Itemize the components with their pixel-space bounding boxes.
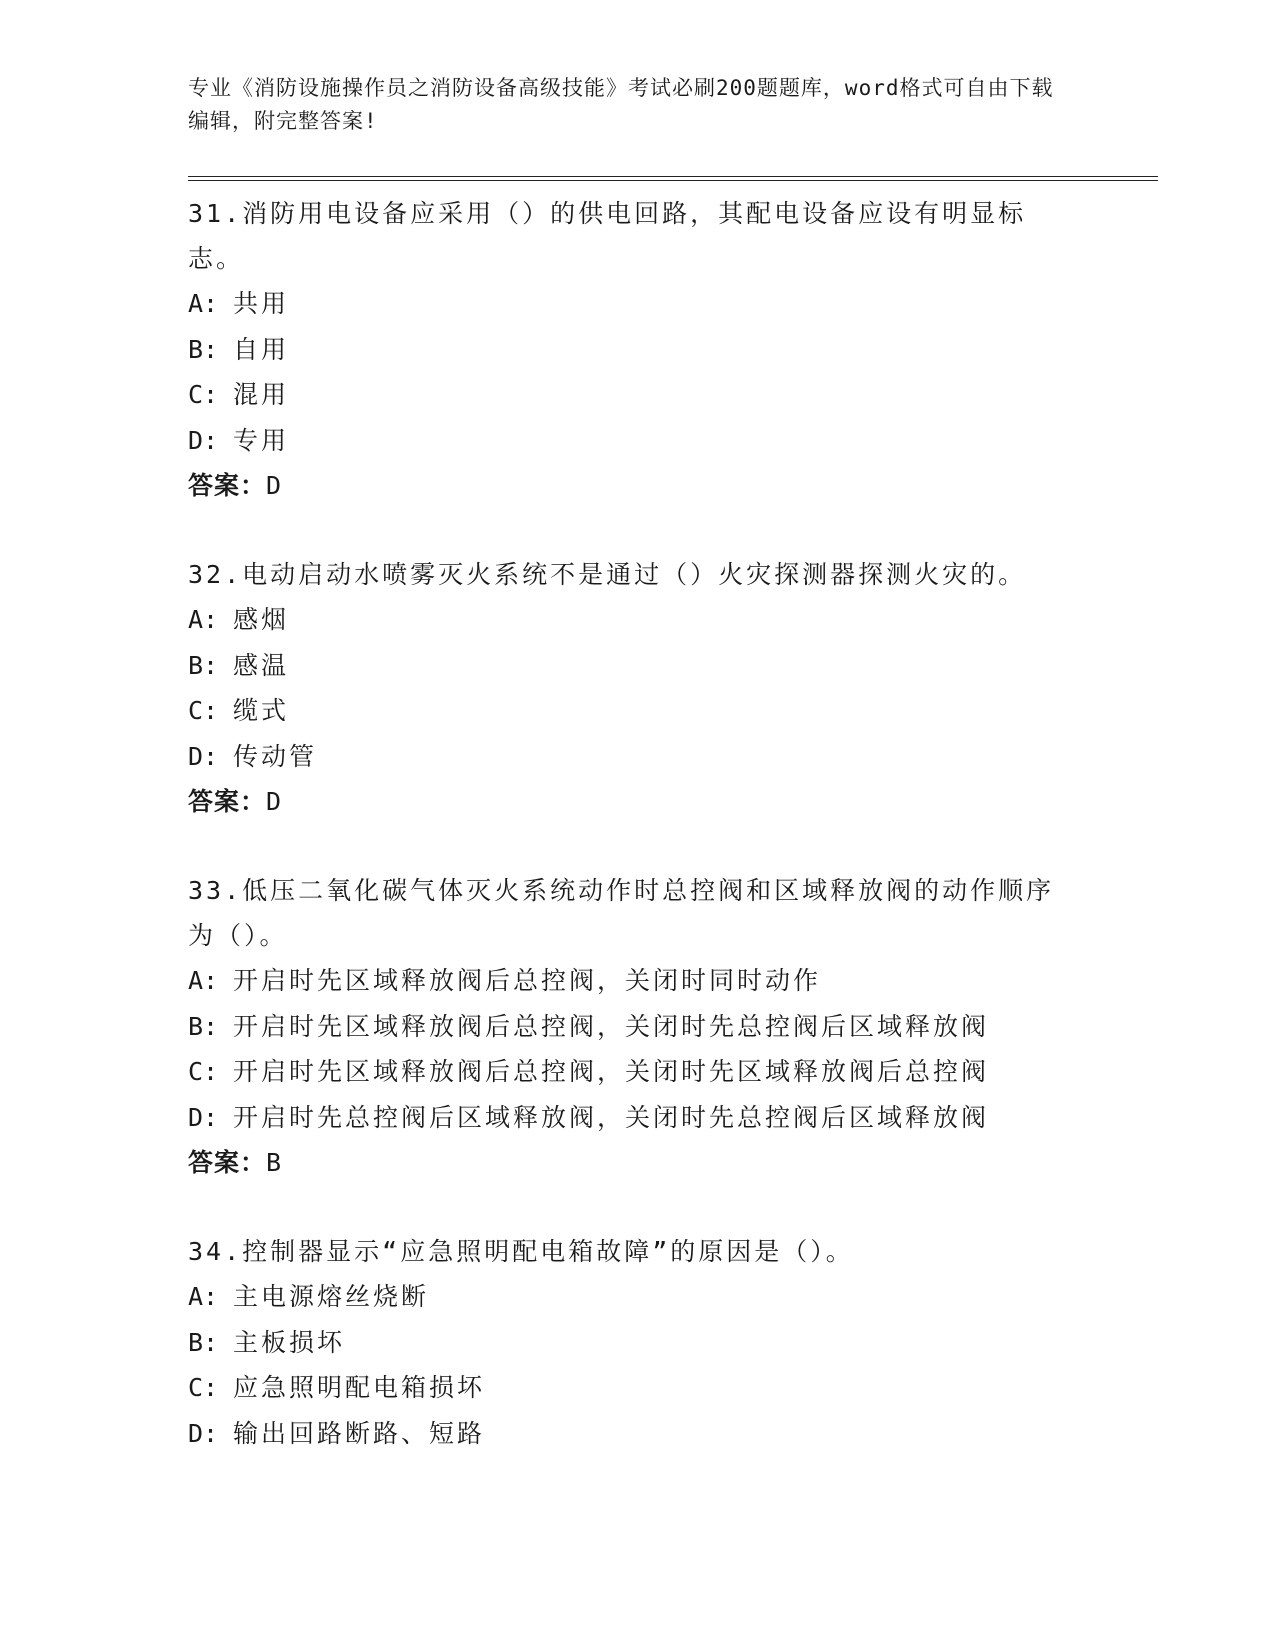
option-b xyxy=(188,1004,1158,1050)
document-header: 专业《消防设施操作员之消防设备高级技能》考试必刷200题题库，word格式可自由下载编辑，附完整答案! xyxy=(188,76,1054,133)
question-33 xyxy=(188,868,1158,1185)
question-number: 32. xyxy=(188,560,243,589)
option-d xyxy=(188,734,1158,780)
question-text xyxy=(188,1229,1078,1274)
question-stem: 电动启动水喷雾灭火系统不是通过（）火灾探测器探测火灾的。 xyxy=(242,560,1027,589)
option-letter: C: xyxy=(188,1057,219,1086)
question-text xyxy=(188,552,1078,597)
option-letter: B: xyxy=(188,334,219,364)
question-32 xyxy=(188,552,1158,824)
option-text: 主板损坏 xyxy=(233,1327,346,1357)
option-c xyxy=(188,1365,1158,1411)
option-c xyxy=(188,688,1158,734)
option-text: 输出回路断路、短路 xyxy=(233,1418,486,1448)
option-letter: A: xyxy=(188,605,219,634)
question-number: 33. xyxy=(188,876,243,905)
option-a xyxy=(188,281,1158,327)
option-letter: C: xyxy=(188,380,219,409)
answer-label: 答案： xyxy=(188,471,267,500)
option-text: 感烟 xyxy=(233,605,290,634)
option-a xyxy=(188,597,1158,643)
question-34 xyxy=(188,1229,1158,1456)
option-text: 应急照明配电箱损坏 xyxy=(233,1373,486,1402)
answer-line xyxy=(188,463,1158,508)
option-text: 自用 xyxy=(233,334,290,364)
option-letter: D: xyxy=(188,425,219,455)
question-list xyxy=(188,191,1158,1456)
option-text: 开启时先区域释放阀后总控阀，关闭时先总控阀后区域释放阀 xyxy=(233,1011,990,1041)
question-text xyxy=(188,868,1078,958)
option-letter: B: xyxy=(188,1011,219,1041)
option-d xyxy=(188,1411,1158,1457)
option-letter: A: xyxy=(188,289,219,318)
question-31 xyxy=(188,191,1158,508)
option-text: 专用 xyxy=(233,425,290,455)
answer-label: 答案： xyxy=(188,787,267,816)
option-d xyxy=(188,418,1158,464)
option-letter: A: xyxy=(188,1282,219,1311)
option-letter: B: xyxy=(188,1327,219,1357)
option-text: 混用 xyxy=(233,380,290,409)
answer-value: B xyxy=(266,1148,282,1177)
option-text: 开启时先区域释放阀后总控阀，关闭时先区域释放阀后总控阀 xyxy=(233,1057,990,1086)
option-letter: C: xyxy=(188,1373,219,1402)
option-letter: C: xyxy=(188,696,219,725)
question-number: 31. xyxy=(188,199,243,228)
option-letter: D: xyxy=(188,741,219,771)
answer-value: D xyxy=(266,787,282,816)
answer-label: 答案： xyxy=(188,1148,267,1177)
option-b xyxy=(188,1320,1158,1366)
answer-line xyxy=(188,1140,1158,1185)
answer-line xyxy=(188,779,1158,824)
option-b xyxy=(188,643,1158,689)
option-text: 传动管 xyxy=(233,741,318,771)
document-page xyxy=(188,72,1158,1500)
option-text: 开启时先区域释放阀后总控阀，关闭时同时动作 xyxy=(233,966,822,995)
option-letter: B: xyxy=(188,650,219,680)
option-d xyxy=(188,1095,1158,1141)
option-b xyxy=(188,327,1158,373)
option-letter: D: xyxy=(188,1418,219,1448)
option-a xyxy=(188,958,1158,1004)
option-letter: D: xyxy=(188,1102,219,1132)
question-stem: 控制器显示“应急照明配电箱故障”的原因是（）。 xyxy=(242,1237,854,1266)
option-c xyxy=(188,1049,1158,1095)
option-a xyxy=(188,1274,1158,1320)
option-text: 共用 xyxy=(233,289,290,318)
option-letter: A: xyxy=(188,966,219,995)
option-text: 缆式 xyxy=(233,696,290,725)
question-stem: 消防用电设备应采用（）的供电回路，其配电设备应设有明显标志。 xyxy=(188,199,1027,273)
option-text: 感温 xyxy=(233,650,290,680)
question-stem: 低压二氧化碳气体灭火系统动作时总控阀和区域释放阀的动作顺序为（）。 xyxy=(188,876,1055,950)
option-text: 开启时先总控阀后区域释放阀，关闭时先总控阀后区域释放阀 xyxy=(233,1102,990,1132)
option-text: 主电源熔丝烧断 xyxy=(233,1282,430,1311)
question-text xyxy=(188,191,1078,281)
answer-value: D xyxy=(266,471,282,500)
question-number: 34. xyxy=(188,1237,243,1266)
option-c xyxy=(188,372,1158,418)
header-divider xyxy=(188,176,1158,181)
